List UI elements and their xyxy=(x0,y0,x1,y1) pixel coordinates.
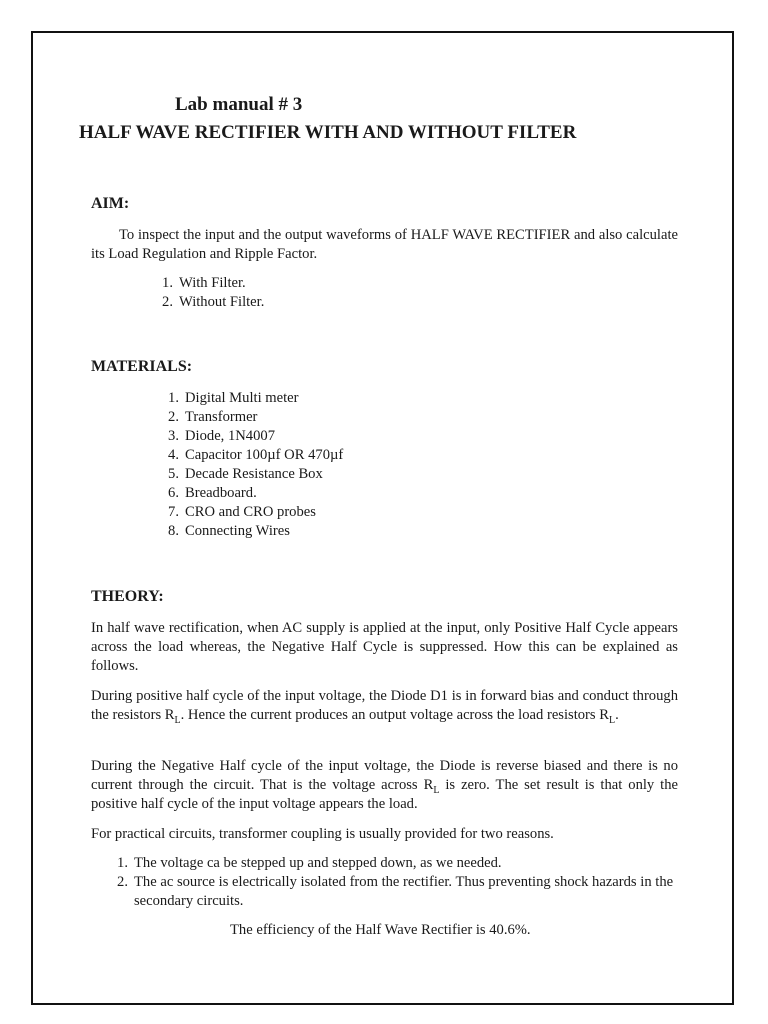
materials-list xyxy=(161,389,343,541)
list-item: 4. Capacitor 100µf OR 470µf xyxy=(168,447,344,463)
materials-heading: MATERIALS: xyxy=(91,358,193,375)
aim-heading: AIM: xyxy=(91,195,130,212)
list-item: 5. Decade Resistance Box xyxy=(168,466,323,482)
list-item: 2. Transformer xyxy=(168,409,258,425)
list-item: 1. The voltage ca be stepped up and stepped down, as we needed. xyxy=(117,855,502,871)
list-item: 1. With Filter. xyxy=(162,275,246,291)
lab-manual-title: Lab manual # 3 xyxy=(175,94,303,115)
document-title: HALF WAVE RECTIFIER WITH AND WITHOUT FILTER xyxy=(79,122,577,143)
theory-paragraph-4: For practical circuits, transformer coupling is usually provided for two reasons. xyxy=(91,826,554,842)
efficiency-statement: The efficiency of the Half Wave Rectifier is 40.6%. xyxy=(230,922,531,938)
list-item: 2. Without Filter. xyxy=(162,294,265,310)
list-item: 2. The ac source is electrically isolated from the rectifier. Thus preventing shock hazards in the secondary circuits. xyxy=(117,874,674,909)
theory-paragraph-2: During positive half cycle of the input voltage, the Diode D1 is in forward bias and conduct through the resistors $R_L$. Hence the current produces an output voltage across the load resistors $R_L$. xyxy=(91,688,678,726)
list-item: 3. Diode, 1N4007 xyxy=(168,428,275,444)
list-item: 6. Breadboard. xyxy=(168,485,257,501)
theory-heading: THEORY: xyxy=(91,588,164,605)
reasons-list xyxy=(110,854,674,911)
list-item: 7. CRO and CRO probes xyxy=(168,504,316,520)
theory-paragraph-3: During the Negative Half cycle of the input voltage, the Diode is reverse biased and there is no current through the circuit. That is the voltage across $R_L$ is zero. The set result is that only the positive half cycle of the input voltage appears the load. xyxy=(91,758,678,812)
list-item: 8. Connecting Wires xyxy=(168,523,290,539)
list-item: 1. Digital Multi meter xyxy=(168,390,299,406)
aim-text: To inspect the input and the output waveforms of HALF WAVE RECTIFIER and also calculate its Load Regulation and Ripple Factor. xyxy=(91,227,678,262)
aim-list xyxy=(155,274,264,312)
theory-paragraph-1: In half wave rectification, when AC supply is applied at the input, only Positive Half Cycle appears across the load whereas, the Negative Half Cycle is suppressed. How this can be explained as follows. xyxy=(91,620,678,674)
